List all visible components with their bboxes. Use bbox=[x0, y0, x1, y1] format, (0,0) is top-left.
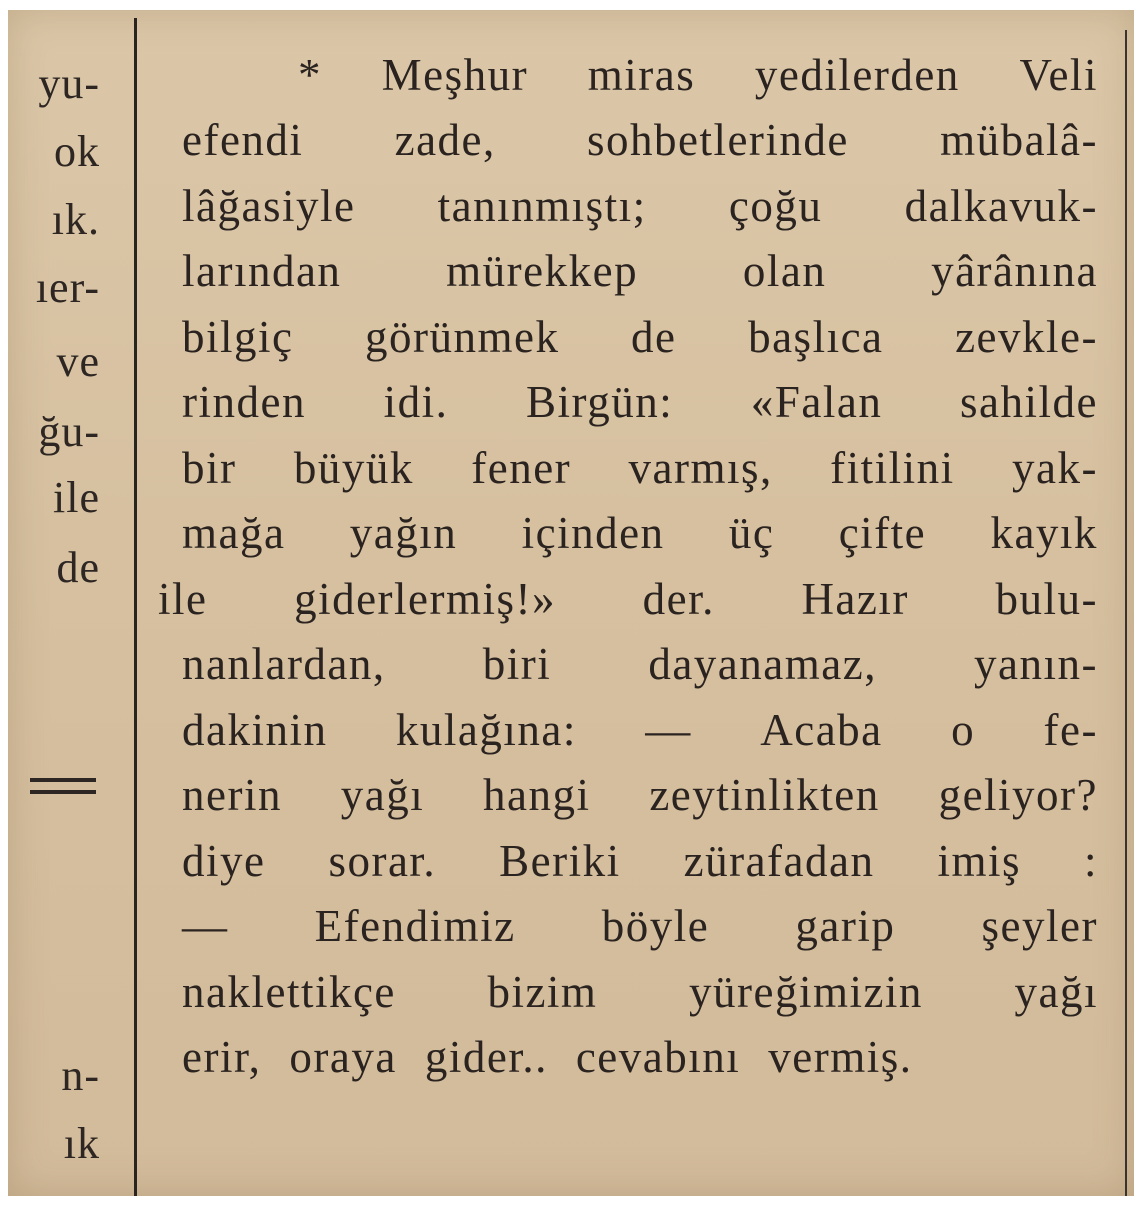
column-separator-rule bbox=[30, 778, 96, 782]
column-divider-line bbox=[134, 18, 137, 1196]
text-line bbox=[158, 370, 1098, 436]
word: dayanamaz, bbox=[648, 639, 877, 690]
word: görünmek bbox=[365, 311, 560, 362]
word: * bbox=[298, 49, 322, 100]
word: yârânına bbox=[931, 246, 1098, 297]
word: yağın bbox=[349, 508, 458, 559]
word: : bbox=[1083, 835, 1098, 886]
word: Beriki bbox=[499, 835, 621, 886]
article-paragraph bbox=[158, 42, 1098, 1090]
column-separator-rule bbox=[30, 790, 96, 794]
word: dakinin bbox=[182, 704, 328, 755]
word: fitilini bbox=[830, 442, 955, 493]
word: Birgün: bbox=[526, 377, 674, 428]
word: mürekkep bbox=[446, 246, 639, 297]
word: olan bbox=[742, 246, 827, 297]
text-line bbox=[158, 632, 1098, 698]
text-line bbox=[158, 304, 1098, 370]
word: yedilerden bbox=[754, 49, 960, 100]
fragment-text: de bbox=[56, 543, 100, 592]
word: biri bbox=[482, 639, 552, 690]
word: mağa bbox=[182, 508, 286, 559]
word: bir bbox=[182, 442, 237, 493]
word: yak- bbox=[1012, 442, 1098, 493]
word: Meşhur bbox=[381, 49, 529, 100]
word: içinden bbox=[521, 508, 665, 559]
fragment-text: ok bbox=[54, 127, 100, 176]
word: dalkavuk- bbox=[904, 180, 1098, 231]
word: larından bbox=[182, 246, 342, 297]
word: Acaba bbox=[760, 704, 883, 755]
word: zürafadan bbox=[683, 835, 875, 886]
word: çifte bbox=[838, 508, 927, 559]
text-line bbox=[158, 566, 1098, 632]
word: tanınmıştı; bbox=[437, 180, 647, 231]
word: garip bbox=[795, 901, 896, 952]
adjacent-column-fragment bbox=[8, 10, 126, 1196]
word: diye bbox=[182, 835, 266, 886]
fragment-text: ık bbox=[63, 1119, 100, 1168]
word: böyle bbox=[601, 901, 710, 952]
word: Efendimiz bbox=[314, 901, 516, 952]
word: — bbox=[645, 704, 692, 755]
word: miras bbox=[587, 49, 696, 100]
word: fe- bbox=[1043, 704, 1098, 755]
word: başlıca bbox=[748, 311, 884, 362]
word: geliyor? bbox=[938, 770, 1098, 821]
word: idi. bbox=[383, 377, 449, 428]
word: oraya bbox=[289, 1032, 397, 1083]
word: bizim bbox=[487, 966, 598, 1017]
word: varmış, bbox=[628, 442, 773, 493]
word: zevkle- bbox=[955, 311, 1098, 362]
word: fener bbox=[471, 442, 572, 493]
right-border-line bbox=[1125, 30, 1127, 1196]
word: erir, bbox=[182, 1032, 262, 1083]
word: Veli bbox=[1019, 49, 1098, 100]
word: lâğasiyle bbox=[182, 180, 356, 231]
word: imiş bbox=[937, 835, 1021, 886]
text-line bbox=[158, 959, 1098, 1025]
word: büyük bbox=[293, 442, 414, 493]
word: giderlermiş!» bbox=[294, 573, 557, 624]
word: sahilde bbox=[959, 377, 1098, 428]
word: kayık bbox=[990, 508, 1098, 559]
word: gider.. bbox=[424, 1032, 548, 1083]
word: sorar. bbox=[328, 835, 437, 886]
word: şeyler bbox=[981, 901, 1098, 952]
word: bilgiç bbox=[182, 311, 294, 362]
word: nanlardan, bbox=[182, 639, 386, 690]
word: Hazır bbox=[801, 573, 909, 624]
word: çoğu bbox=[728, 180, 823, 231]
word: bulu- bbox=[995, 573, 1098, 624]
word: — bbox=[182, 901, 229, 952]
word: yanın- bbox=[974, 639, 1098, 690]
fragment-text: yu- bbox=[38, 59, 100, 108]
text-line bbox=[158, 42, 1098, 108]
text-line bbox=[158, 763, 1098, 829]
word: ile bbox=[158, 573, 208, 624]
word: cevabını bbox=[575, 1032, 741, 1083]
text-line bbox=[158, 173, 1098, 239]
text-line bbox=[158, 501, 1098, 567]
text-line bbox=[158, 828, 1098, 894]
word: naklettikçe bbox=[182, 966, 396, 1017]
word: efendi bbox=[182, 115, 304, 166]
word: der. bbox=[642, 573, 715, 624]
newspaper-clipping bbox=[8, 10, 1134, 1196]
word: rinden bbox=[182, 377, 306, 428]
text-line bbox=[158, 108, 1098, 174]
fragment-text: ıer- bbox=[35, 263, 100, 312]
word: yağı bbox=[1014, 966, 1098, 1017]
word: sohbetlerinde bbox=[586, 115, 849, 166]
text-line bbox=[158, 697, 1098, 763]
word: vermiş. bbox=[768, 1032, 913, 1083]
text-line bbox=[158, 894, 1098, 960]
fragment-text: n- bbox=[61, 1051, 100, 1100]
fragment-text: ve bbox=[56, 337, 100, 386]
word: yağı bbox=[340, 770, 425, 821]
word: hangi bbox=[483, 770, 591, 821]
text-line bbox=[158, 1025, 1098, 1091]
fragment-text: ık. bbox=[51, 195, 100, 244]
word: «Falan bbox=[750, 377, 883, 428]
word: zeytinlikten bbox=[649, 770, 880, 821]
word: üç bbox=[728, 508, 775, 559]
word: kulağına: bbox=[395, 704, 577, 755]
word: o bbox=[951, 704, 976, 755]
word: yüreğimizin bbox=[688, 966, 923, 1017]
word: zade, bbox=[394, 115, 496, 166]
text-line bbox=[158, 435, 1098, 501]
fragment-text: ile bbox=[53, 473, 100, 522]
word: nerin bbox=[182, 770, 282, 821]
text-line bbox=[158, 239, 1098, 305]
word: de bbox=[631, 311, 677, 362]
fragment-text: ğu- bbox=[38, 407, 100, 456]
word: mübalâ- bbox=[940, 115, 1098, 166]
